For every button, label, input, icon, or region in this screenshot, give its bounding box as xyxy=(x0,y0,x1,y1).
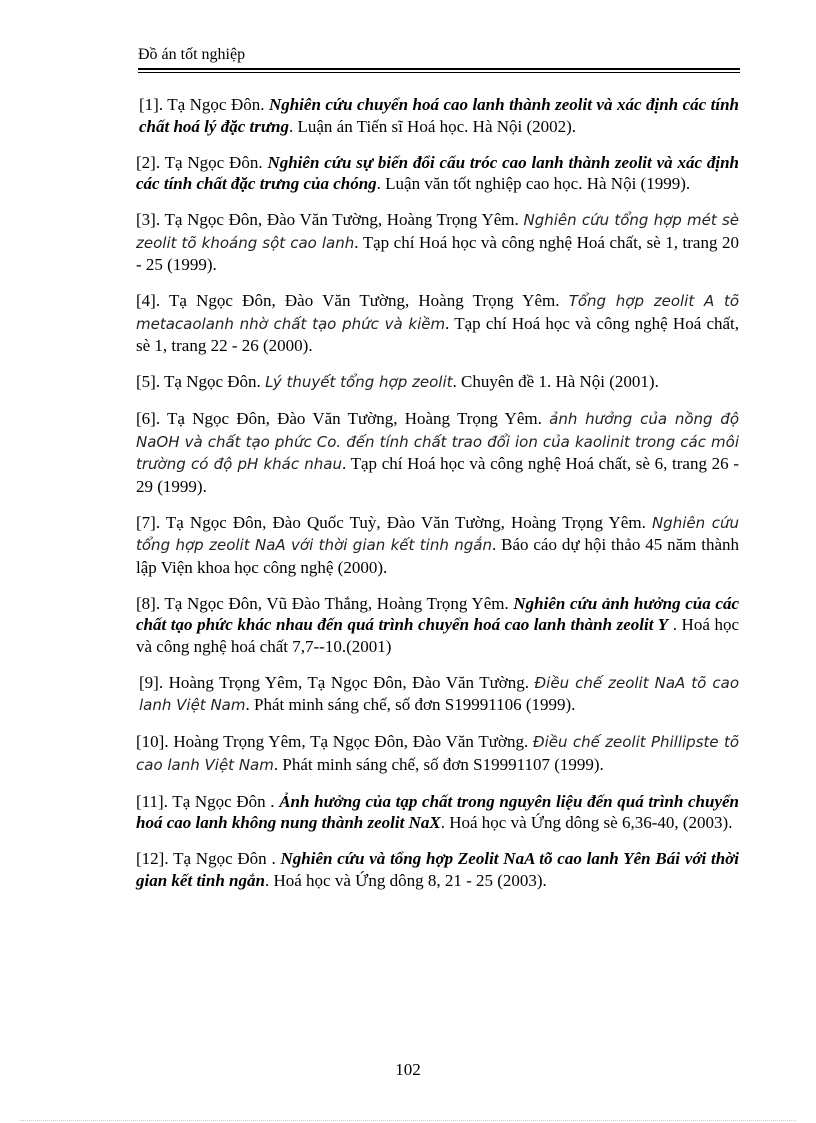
reference-authors: Tạ Ngọc Đôn . xyxy=(168,849,281,868)
reference-list xyxy=(136,94,739,906)
reference-number: [8]. xyxy=(136,593,161,613)
reference-source: . Tạp chí Hoá học và công nghệ Hoá chất, sè 6, trang 26 - 29 (1999). xyxy=(136,454,739,496)
reference-title: Lý thuyết tổng hợp zeolit xyxy=(265,373,453,391)
reference-source: . Phát minh sáng chế, số đơn S19991106 (1999). xyxy=(245,695,576,714)
reference-item xyxy=(136,209,739,276)
reference-source: . Luận án Tiến sĩ Hoá học. Hà Nội (2002). xyxy=(288,116,577,136)
reference-number: [7]. xyxy=(136,512,161,532)
reference-authors: Tạ Ngọc Đôn. xyxy=(160,372,266,391)
reference-number: [4]. xyxy=(136,291,161,310)
reference-title: Nghiên cứu tổng hợp zeolit NaA với thời gian kết tinh ngắn xyxy=(136,513,740,554)
reference-authors: Tạ Ngọc Đôn. xyxy=(163,95,269,114)
reference-item xyxy=(136,848,739,891)
reference-authors: Tạ Ngọc Đôn. xyxy=(160,152,268,172)
reference-source: . Chuyên đề 1. Hà Nội (2001). xyxy=(452,372,659,391)
page-bottom-divider xyxy=(20,1120,796,1121)
reference-number: [10]. xyxy=(136,732,169,751)
header-rule-thick xyxy=(138,68,740,70)
reference-source: . Phát minh sáng chế, số đơn S19991107 (1999). xyxy=(273,754,604,774)
page-header-title: Đồ án tốt nghiệp xyxy=(138,46,246,63)
reference-title: Điều chế zeolit NaA tõ cao lanh Việt Nam xyxy=(139,673,739,714)
reference-source: . Hoá học và Ứng dông sè 6,36-40, (2003). xyxy=(440,813,733,832)
reference-authors: Tạ Ngọc Đôn, Đào Văn Tường, Hoàng Trọng Yêm. xyxy=(160,210,524,229)
reference-item xyxy=(136,512,739,579)
reference-item xyxy=(136,152,739,195)
reference-source: . Luận văn tốt nghiệp cao học. Hà Nội (1999). xyxy=(376,174,691,193)
reference-item xyxy=(136,731,739,776)
reference-title: Ảnh hưởng của tạp chất trong nguyên liệu đến quá trình chuyển hoá cao lanh không nung thành zeolit NaX xyxy=(136,791,739,832)
reference-authors: Hoàng Trọng Yêm, Tạ Ngọc Đôn, Đào Văn Tường. xyxy=(163,672,535,692)
reference-authors: Hoàng Trọng Yêm, Tạ Ngọc Đôn, Đào Văn Tường. xyxy=(168,732,534,751)
reference-title: Nghiên cứu tổng hợp mét sè zeolit tõ khoáng sột cao lanh xyxy=(136,211,740,252)
reference-source: . Tạp chí Hoá học và công nghệ Hoá chất, sè 1, trang 22 - 26 (2000). xyxy=(136,313,740,355)
reference-source: . Tạp chí Hoá học và công nghệ Hoá chất, sè 1, trang 20 - 25 (1999). xyxy=(136,232,739,274)
reference-number: [1]. xyxy=(139,95,164,114)
reference-number: [6]. xyxy=(136,409,161,428)
reference-authors: Tạ Ngọc Đôn, Đào Văn Tường, Hoàng Trọng Yêm. xyxy=(160,409,550,428)
page-number: 102 xyxy=(395,1060,421,1079)
reference-title: Điều chế zeolit Phillipste tõ cao lanh Việt Nam xyxy=(136,733,740,774)
reference-source: . Hoá học và công nghệ hoá chất 7,7--10.(2001) xyxy=(136,615,739,656)
reference-number: [2]. xyxy=(136,152,161,172)
reference-item xyxy=(136,94,739,137)
reference-source: . Báo cáo dự hội thảo 45 năm thành lập Viện khoa học công nghệ (2000). xyxy=(136,535,739,577)
reference-item xyxy=(136,371,739,394)
reference-title: Tổng hợp zeolit A tõ metacaolanh nhờ chất tạo phức và kiềm xyxy=(136,292,740,333)
reference-item xyxy=(136,408,739,497)
reference-item xyxy=(136,290,739,357)
reference-source: . Hoá học và Ứng dông 8, 21 - 25 (2003). xyxy=(264,870,547,890)
reference-title: Nghiên cứu sự biến đổi cấu tróc cao lanh thành zeolit và xác định các tính chất đặc trưng của chóng xyxy=(136,152,739,193)
reference-item xyxy=(136,791,739,834)
reference-number: [11]. xyxy=(136,791,168,811)
reference-item xyxy=(136,593,739,658)
reference-authors: Tạ Ngọc Đôn, Đào Văn Tường, Hoàng Trọng Yêm. xyxy=(160,291,569,310)
reference-authors: Tạ Ngọc Đôn, Đào Quốc Tuỳ, Đào Văn Tường, Hoàng Trọng Yêm. xyxy=(160,512,652,532)
reference-title: Nghiên cứu ảnh hưởng của các chất tạo phức khác nhau đến quá trình chuyển hoá cao lanh thành zeolit Y xyxy=(136,593,739,634)
reference-authors: Tạ Ngọc Đôn . xyxy=(167,791,280,811)
reference-title: Nghiên cứu chuyển hoá cao lanh thành zeolit và xác định các tính chất hoá lý đặc trưng xyxy=(139,95,739,136)
reference-number: [12]. xyxy=(136,849,169,868)
reference-number: [5]. xyxy=(136,372,161,391)
header-rule-thin xyxy=(138,72,740,73)
reference-item xyxy=(136,672,739,717)
reference-title: Nghiên cứu và tổng hợp Zeolit NaA tõ cao lanh Yên Bái với thời gian kết tinh ngắn xyxy=(136,849,739,890)
reference-number: [9]. xyxy=(139,672,164,692)
reference-authors: Tạ Ngọc Đôn, Vũ Đào Thắng, Hoàng Trọng Yêm. xyxy=(160,593,514,613)
reference-title: ảnh hưởng của nồng độ NaOH và chất tạo phức Co. đến tính chất trao đổi ion của kaolinit trong các môi trường có độ pH khác nhau xyxy=(136,410,740,473)
reference-number: [3]. xyxy=(136,210,161,229)
